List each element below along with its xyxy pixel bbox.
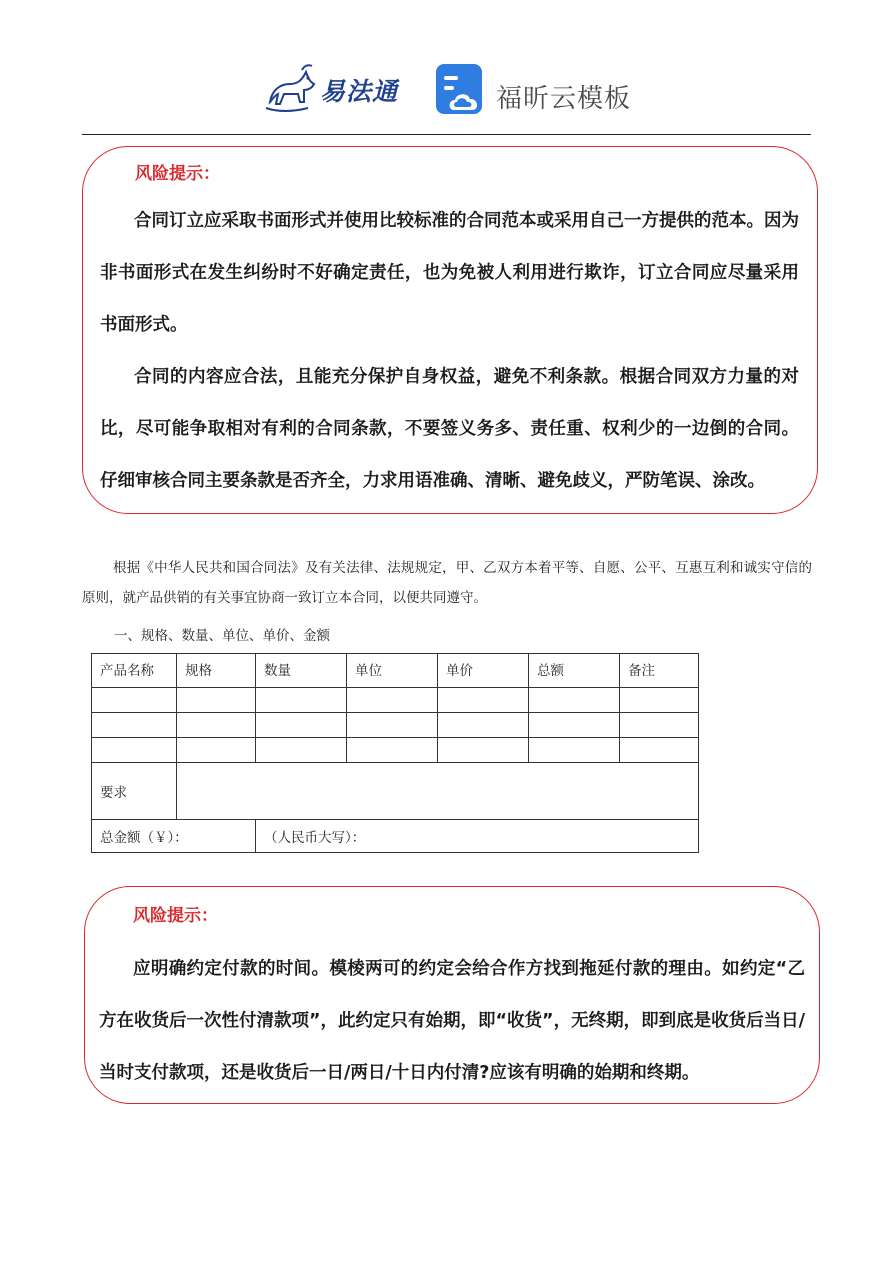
- requirement-value: [177, 763, 699, 820]
- table-cell: [92, 713, 177, 738]
- header-divider: [82, 134, 811, 135]
- total-amount-label: 总金额（￥）：: [92, 820, 256, 853]
- risk-warning-title: 风险提示：: [135, 164, 220, 184]
- cloud-document-icon: [436, 64, 486, 116]
- table-header-cell: 单价: [438, 654, 529, 688]
- requirement-label: 要求: [92, 763, 177, 820]
- table-cell: [177, 738, 256, 763]
- table-header-cell: 备注: [620, 654, 699, 688]
- qilin-emblem-icon: [262, 62, 322, 118]
- requirement-row: [92, 763, 699, 820]
- table-cell: [256, 738, 347, 763]
- table-row: [92, 713, 699, 738]
- risk-warning-title: 风险提示：: [133, 906, 218, 926]
- yifatong-logo-text: 易法通: [320, 77, 399, 106]
- table-cell: [177, 713, 256, 738]
- table-cell: [438, 738, 529, 763]
- table-cell: [529, 688, 620, 713]
- risk-warning-paragraph: 应明确约定付款的时间。模棱两可的约定会给合作方找到拖延付款的理由。如约定“乙方在收货后一次性付清款项”，此约定只有始期，即“收货”，无终期，即到底是收货后当日/当时支付款项，还是收货后一日/两日/十日内付清?应该有明确的始期和终期。: [99, 959, 805, 1083]
- table-cell: [347, 713, 438, 738]
- fuxin-template-text: 福昕云模板: [496, 84, 632, 114]
- table-row: [92, 738, 699, 763]
- total-amount-row: [92, 820, 699, 853]
- page-header: [0, 58, 893, 122]
- table-header-row: [92, 654, 699, 688]
- fuxin-template-logo: [436, 64, 636, 120]
- product-spec-table: [91, 653, 699, 853]
- risk-warning-box: [84, 886, 820, 1104]
- table-cell: [177, 688, 256, 713]
- table-cell: [92, 738, 177, 763]
- table-header-cell: 总额: [529, 654, 620, 688]
- table-header-cell: 数量: [256, 654, 347, 688]
- yifatong-logo: [262, 62, 412, 118]
- table-cell: [256, 688, 347, 713]
- table-header-cell: 规格: [177, 654, 256, 688]
- table-header-cell: 产品名称: [92, 654, 177, 688]
- total-amount-cn-label: （人民币大写）：: [256, 820, 699, 853]
- table-cell: [529, 738, 620, 763]
- table-row: [92, 688, 699, 713]
- table-cell: [529, 713, 620, 738]
- table-cell: [620, 738, 699, 763]
- table-cell: [438, 688, 529, 713]
- risk-warning-box: [82, 146, 818, 514]
- table-cell: [620, 688, 699, 713]
- risk-warning-paragraph: 合同订立应采取书面形式并使用比较标准的合同范本或采用自己一方提供的范本。因为非书面形式在发生纠纷时不好确定责任，也为免被人利用进行欺诈，订立合同应尽量采用书面形式。: [100, 211, 799, 335]
- section-heading: 一、规格、数量、单位、单价、金额: [114, 628, 330, 644]
- table-cell: [347, 738, 438, 763]
- table-header-cell: 单位: [347, 654, 438, 688]
- table-cell: [92, 688, 177, 713]
- table-cell: [620, 713, 699, 738]
- risk-warning-paragraph: 合同的内容应合法，且能充分保护自身权益，避免不利条款。根据合同双方力量的对比，尽可能争取相对有利的合同条款，不要签义务多、责任重、权利少的一边倒的合同。仔细审核合同主要条款是否齐全，力求用语准确、清晰、避免歧义，严防笔误、涂改。: [100, 367, 799, 491]
- table-cell: [256, 713, 347, 738]
- table-cell: [347, 688, 438, 713]
- table-cell: [438, 713, 529, 738]
- contract-intro: 根据《中华人民共和国合同法》及有关法律、法规规定，甲、乙双方本着平等、自愿、公平、互惠互利和诚实守信的原则，就产品供销的有关事宜协商一致订立本合同，以便共同遵守。: [82, 560, 812, 606]
